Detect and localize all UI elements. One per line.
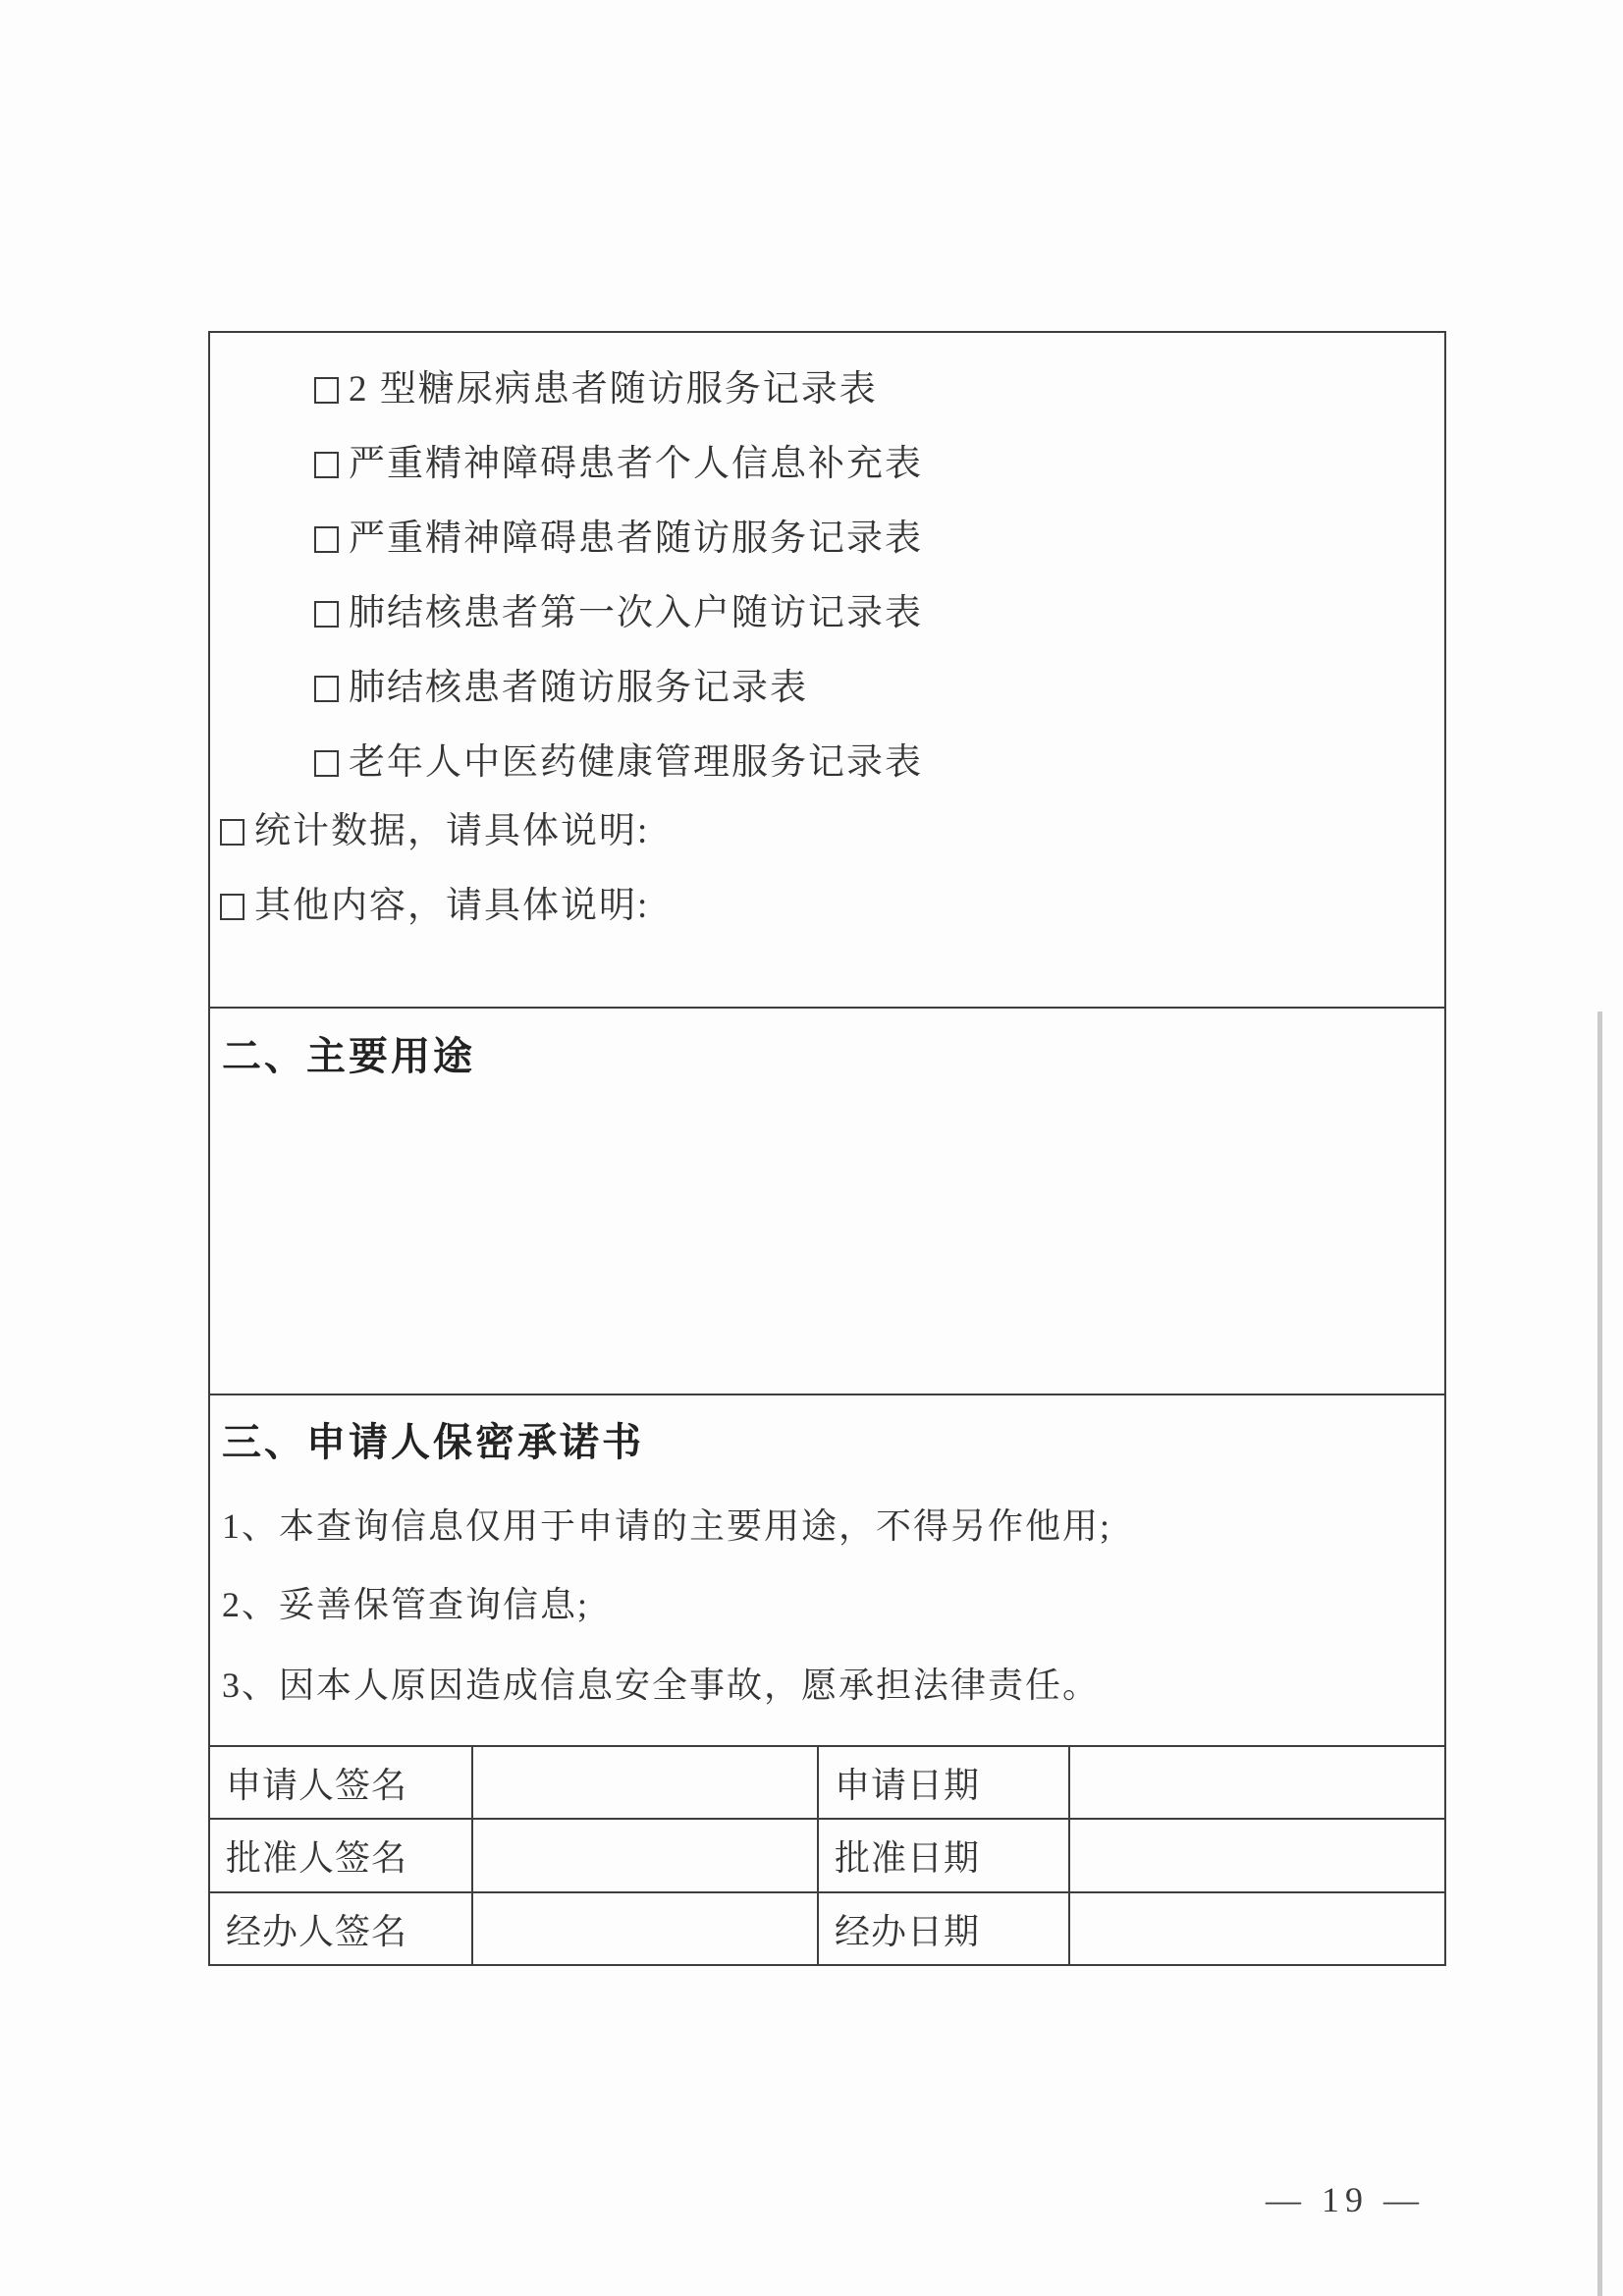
checklist-item	[314, 518, 923, 561]
pledge-item-2: 2、妥善保管查询信息;	[222, 1585, 590, 1624]
checkbox-icon[interactable]	[314, 676, 339, 702]
checklist-item-label: 严重精神障碍患者个人信息补充表	[349, 444, 923, 484]
checkbox-icon[interactable]	[314, 377, 339, 404]
checklist-item-label: 统计数据，请具体说明:	[254, 811, 650, 851]
signature-input-cell[interactable]	[473, 1747, 819, 1820]
checklist-item-label: 肺结核患者随访服务记录表	[349, 668, 808, 708]
section-2-title: 二、主要用途	[222, 1035, 475, 1078]
sign-label-cell: 批准人签名	[210, 1820, 473, 1892]
checkbox-icon[interactable]	[314, 601, 339, 628]
signature-input-cell[interactable]	[473, 1893, 819, 1966]
checkbox-icon[interactable]	[314, 452, 339, 478]
checklist-item-label: 严重精神障碍患者随访服务记录表	[349, 519, 923, 559]
pledge-item-1: 1、本查询信息仅用于申请的主要用途，不得另作他用;	[222, 1506, 1112, 1546]
checklist-item	[314, 592, 923, 635]
signature-input-cell[interactable]	[473, 1820, 819, 1892]
date-input-cell[interactable]	[1070, 1893, 1444, 1966]
checklist-item-label: 2 型糖尿病患者随访服务记录表	[349, 369, 878, 410]
scan-edge-artifact	[1597, 1011, 1602, 2296]
signature-table	[210, 1745, 1444, 1966]
sign-label-cell: 申请人签名	[210, 1747, 473, 1820]
date-input-cell[interactable]	[1070, 1820, 1444, 1892]
section-divider	[209, 1007, 1445, 1009]
checklist-item	[220, 810, 649, 853]
checkbox-icon[interactable]	[314, 526, 339, 553]
sign-label-cell: 经办人签名	[210, 1893, 473, 1966]
checkbox-icon[interactable]	[314, 750, 339, 777]
date-input-cell[interactable]	[1070, 1747, 1444, 1820]
checklist-item-label: 肺结核患者第一次入户随访记录表	[349, 593, 923, 633]
page-number: — 19 —	[1266, 2180, 1425, 2219]
date-label-cell: 申请日期	[819, 1747, 1070, 1820]
checklist-item-label: 老年人中医药健康管理服务记录表	[349, 742, 923, 783]
section-3-title: 三、申请人保密承诺书	[222, 1421, 644, 1464]
date-label-cell: 经办日期	[819, 1893, 1070, 1966]
checklist-item	[220, 885, 649, 928]
checkbox-icon[interactable]	[220, 894, 244, 920]
checklist-item-label: 其他内容，请具体说明:	[254, 886, 650, 926]
form-box	[208, 331, 1446, 1966]
checkbox-icon[interactable]	[220, 819, 244, 846]
section-divider	[209, 1394, 1445, 1395]
pledge-item-3: 3、因本人原因造成信息安全事故，愿承担法律责任。	[222, 1666, 1101, 1705]
checklist-item	[314, 443, 923, 486]
checklist-item	[314, 667, 808, 710]
checklist-item	[314, 368, 878, 411]
checklist-item	[314, 741, 923, 785]
date-label-cell: 批准日期	[819, 1820, 1070, 1892]
